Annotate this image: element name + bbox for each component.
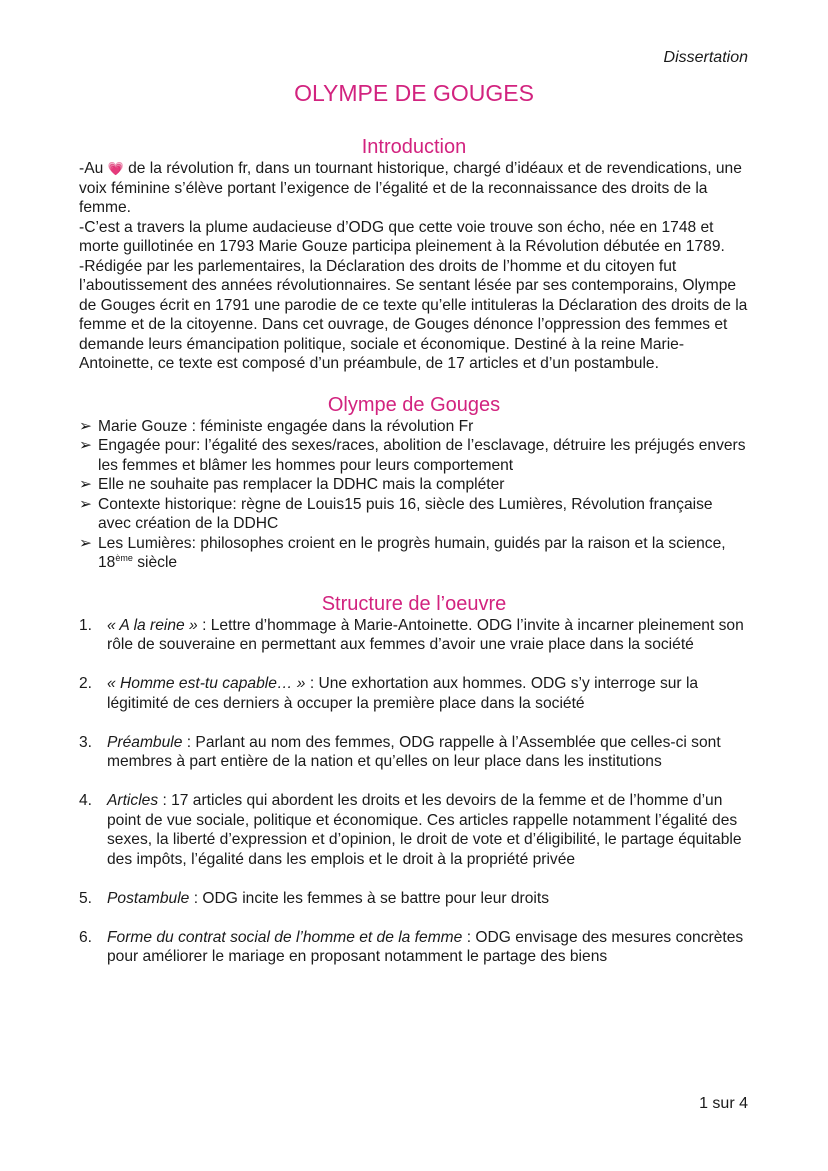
list-item-text: Contexte historique: règne de Louis15 puis 16, siècle des Lumières, Révolution française avec création de la DDHC — [98, 495, 713, 532]
item-title: « A la reine » — [107, 616, 198, 634]
item-title: Postambule — [107, 889, 190, 907]
list-item — [79, 733, 749, 772]
section-heading-structure: Structure de l’oeuvre — [321, 592, 507, 615]
list-item — [79, 674, 749, 713]
arrow-bullet-icon: ➢ — [79, 495, 93, 513]
item-text: : Lettre d’hommage à Marie-Antoinette. ODG l’invite à incarner pleinement son rôle de souveraine en permettant aux femmes d’avoir une vraie place dans la société — [107, 616, 744, 653]
item-number: 5. — [79, 889, 93, 907]
superscript: ème — [115, 552, 133, 563]
arrow-bullet-icon: ➢ — [79, 534, 93, 552]
intro-paragraph-1 — [79, 159, 749, 218]
structure-numbered-list — [79, 616, 749, 967]
list-item — [79, 436, 749, 475]
heart-icon: 💗 — [107, 161, 124, 176]
arrow-bullet-icon: ➢ — [79, 476, 93, 493]
page-number: 1 sur 4 — [699, 1095, 748, 1112]
list-item-text: Elle ne souhaite pas remplacer la DDHC mais la compléter — [98, 476, 505, 493]
item-text: : Une exhortation aux hommes. ODG s’y interroge sur la légitimité de ces derniers à occuper la première place dans la société — [107, 675, 699, 712]
item-number: 6. — [79, 928, 93, 946]
section-heading-olympe: Olympe de Gouges — [327, 393, 501, 416]
item-title: « Homme est-tu capable… » — [107, 675, 306, 692]
list-item — [79, 616, 749, 655]
item-title: Articles — [107, 792, 159, 809]
list-item — [79, 475, 749, 495]
list-item-text: Engagée pour: l’égalité des sexes/races, abolition de l’esclavage, détruire les préjugés envers les femmes et blâmer les hommes pour leurs comportement — [98, 437, 746, 474]
item-text: : ODG incite les femmes à se battre pour leur droits — [189, 889, 550, 907]
item-title: Forme du contrat social de l’homme et de la femme — [107, 928, 463, 946]
list-item-text-end: siècle — [132, 554, 178, 571]
intro-paragraph-3: -Rédigée par les parlementaires, la Déclaration des droits de l’homme et du citoyen fut l’aboutissement des années révolutionnaires. Se sentant lésée par ses contemporains, Olympe de Gouges écrit en 1791 une parodie de ce texte qu’elle intituleras la Déclaration des droits de la femme et de la citoyenne. Dans cet ouvrage, de Gouges dénonce l’oppression des femmes et demande leurs émancipation politique, sociale et économique. Destiné à la reine Marie-Antoinette, ce texte est composé d’un préambule, de 17 articles et d’un postambule. — [79, 257, 748, 372]
item-title: Préambule — [107, 733, 183, 751]
intro-paragraph-1-end: de la révolution fr, dans un tournant historique, chargé d’idéaux et de revendications, une voix féminine s’élève portant l’exigence de l’égalité et de la reconnaissance des droits de la femme. — [79, 160, 742, 216]
document-type-label: Dissertation — [663, 49, 748, 66]
olympe-bullet-list — [79, 417, 749, 573]
list-item — [79, 534, 749, 573]
list-item — [79, 889, 749, 909]
intro-paragraph-2: -C’est a travers la plume audacieuse d’ODG que cette voie trouve son écho, née en 1748 et morte guillotinée en 1793 Marie Gouze participa pleinement à la Révolution débutée en 1789. — [79, 218, 725, 255]
section-heading-introduction: Introduction — [361, 136, 467, 158]
list-item — [79, 791, 749, 869]
list-item — [79, 417, 749, 437]
item-number: 3. — [79, 733, 93, 751]
list-item — [79, 495, 749, 534]
page-title: OLYMPE DE GOUGES — [294, 80, 534, 106]
list-item-text: Les Lumières: philosophes croient en le progrès humain, guidés par la raison et la science, 18 — [98, 534, 726, 571]
document-body — [79, 135, 749, 986]
item-text: : ODG envisage des mesures concrètes pour améliorer le mariage en proposant notamment le partage des biens — [107, 928, 744, 965]
item-number: 1. — [79, 616, 93, 634]
item-number: 2. — [79, 675, 93, 692]
list-item-text: Marie Gouze : féministe engagée dans la révolution Fr — [98, 417, 474, 435]
arrow-bullet-icon: ➢ — [79, 417, 93, 435]
intro-paragraph-1-start: -Au — [79, 160, 108, 177]
item-text: : 17 articles qui abordent les droits et les devoirs de la femme et de l’homme d’un point de vue sociale, politique et économique. Ces articles rappelle notamment l’égalité des sexes, la liberté d’expression et d’opinion, le droit de vote et d’éligibilité, le partage équitable des impôts, l’égalité dans les emplois et le droit à la propriété privée — [107, 792, 742, 868]
list-item — [79, 928, 749, 967]
item-number: 4. — [79, 792, 93, 809]
item-text: : Parlant au nom des femmes, ODG rappelle à l’Assemblée que celles-ci sont membres à part entière de la nation et qu’elles on leur place dans les institutions — [107, 733, 721, 770]
arrow-bullet-icon: ➢ — [79, 437, 93, 454]
